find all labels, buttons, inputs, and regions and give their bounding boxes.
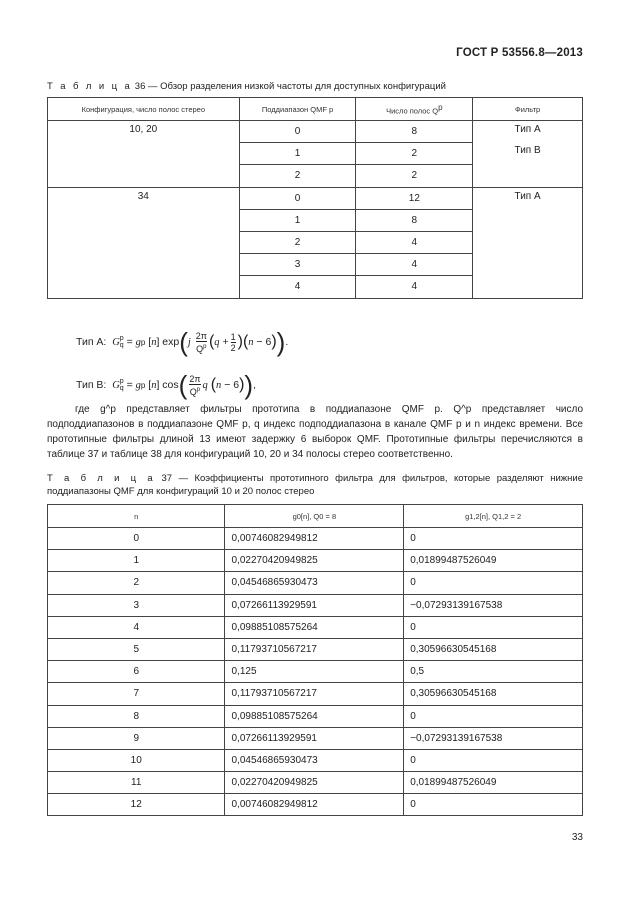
t37-g0-cell: 0,11793710567217 bbox=[225, 638, 404, 660]
t36-subband-cell: 0 bbox=[239, 121, 356, 143]
t37-g12-cell: 0 bbox=[404, 749, 583, 771]
t36-row bbox=[48, 121, 583, 143]
t37-row bbox=[48, 661, 583, 683]
t36-filter-label: Тип В bbox=[514, 145, 541, 157]
t37-header-g0: g0[n], Q0 = 8 bbox=[225, 505, 404, 528]
t36-config-cell: 34 bbox=[48, 187, 240, 298]
t37-n-cell: 3 bbox=[48, 594, 225, 616]
t37-g0-cell: 0,11793710567217 bbox=[225, 683, 404, 705]
t37-n-cell: 2 bbox=[48, 572, 225, 594]
t37-row bbox=[48, 749, 583, 771]
document-header: ГОСТ Р 53556.8—2013 bbox=[456, 47, 583, 59]
t37-g0-cell: 0,00746082949812 bbox=[225, 528, 404, 550]
t36-subband-cell: 1 bbox=[239, 209, 356, 231]
t37-g0-cell: 0,04546865930473 bbox=[225, 572, 404, 594]
t37-g12-cell: 0,30596630545168 bbox=[404, 638, 583, 660]
t37-row bbox=[48, 572, 583, 594]
t37-n-cell: 12 bbox=[48, 794, 225, 816]
t36-count-cell: 2 bbox=[356, 165, 473, 187]
t36-subband-cell: 0 bbox=[239, 187, 356, 209]
t36-count-cell: 4 bbox=[356, 254, 473, 276]
t36-row bbox=[48, 187, 583, 209]
t37-n-cell: 7 bbox=[48, 683, 225, 705]
t37-row bbox=[48, 594, 583, 616]
t36-header-count: Число полос $Q^p$ bbox=[356, 98, 473, 121]
t37-row bbox=[48, 794, 583, 816]
t36-header-filter: Фильтр bbox=[473, 98, 583, 121]
t37-row bbox=[48, 705, 583, 727]
t36-count-cell: 8 bbox=[356, 209, 473, 231]
t36-filter-label: Тип А bbox=[514, 124, 541, 135]
t37-n-cell: 9 bbox=[48, 727, 225, 749]
t36-subband-cell: 2 bbox=[239, 165, 356, 187]
t36-count-cell: 4 bbox=[356, 276, 473, 298]
page-number: 33 bbox=[571, 832, 583, 843]
t37-g12-cell: 0 bbox=[404, 572, 583, 594]
table37-caption: Т а б л и ц а 37 — Коэффициенты прототипного фильтра для фильтров, которые разделяют нижние поддиапазоны QMF для конфигураций 10 и 20 полос стерео bbox=[47, 473, 583, 497]
t37-n-cell: 11 bbox=[48, 772, 225, 794]
t36-count-cell: 12 bbox=[356, 187, 473, 209]
t37-g0-cell: 0,02270420949825 bbox=[225, 772, 404, 794]
t37-g0-cell: 0,02270420949825 bbox=[225, 550, 404, 572]
t36-filter-cell bbox=[473, 187, 583, 298]
t37-header-g12: g1,2[n], Q1,2 = 2 bbox=[404, 505, 583, 528]
t36-subband-cell: 3 bbox=[239, 254, 356, 276]
t36-count-cell: 8 bbox=[356, 121, 473, 143]
equation-type-a: Тип А: G p q = g p [ n ] exp ( j $\frac{2\pi}{Q^p}$ ( q + $\frac{1}{2}$ ) ( n − 6 ) ) . bbox=[76, 327, 289, 357]
t36-count-cell: 4 bbox=[356, 231, 473, 253]
t37-n-cell: 6 bbox=[48, 661, 225, 683]
t37-n-cell: 0 bbox=[48, 528, 225, 550]
t36-count-cell: 2 bbox=[356, 143, 473, 165]
t37-row bbox=[48, 683, 583, 705]
table36 bbox=[47, 97, 583, 299]
equation-type-b: Тип В: G p q = g p [ n ] cos ( $\frac{2\pi}{Q^p}$ q ( n − 6 ) ) , bbox=[76, 370, 257, 400]
t36-config-cell: 10, 20 bbox=[48, 121, 240, 188]
t37-n-cell: 4 bbox=[48, 616, 225, 638]
t37-row bbox=[48, 550, 583, 572]
t37-g12-cell: 0 bbox=[404, 528, 583, 550]
t37-g0-cell: 0,09885108575264 bbox=[225, 705, 404, 727]
t37-g12-cell: −0,07293139167538 bbox=[404, 727, 583, 749]
t37-g0-cell: 0,04546865930473 bbox=[225, 749, 404, 771]
t37-header-n: n bbox=[48, 505, 225, 528]
t36-subband-cell: 4 bbox=[239, 276, 356, 298]
t36-header-subband: Поддиапазон QMF p bbox=[239, 98, 356, 121]
t36-filter-label: Тип А bbox=[514, 190, 541, 202]
t37-g12-cell: 0 bbox=[404, 616, 583, 638]
t37-row bbox=[48, 528, 583, 550]
t37-n-cell: 8 bbox=[48, 705, 225, 727]
t36-subband-cell: 2 bbox=[239, 231, 356, 253]
t37-g12-cell: 0,30596630545168 bbox=[404, 683, 583, 705]
t37-g0-cell: 0,00746082949812 bbox=[225, 794, 404, 816]
t37-row bbox=[48, 638, 583, 660]
t37-g12-cell: 0 bbox=[404, 705, 583, 727]
table37 bbox=[47, 504, 583, 816]
t37-n-cell: 1 bbox=[48, 550, 225, 572]
t36-header-config: Конфигурация, число полос стерео bbox=[48, 98, 240, 121]
table36-caption: Т а б л и ц а 36 — Обзор разделения низкой частоты для доступных конфигураций bbox=[47, 81, 446, 92]
t37-g12-cell: 0,01899487526049 bbox=[404, 550, 583, 572]
t37-g0-cell: 0,125 bbox=[225, 661, 404, 683]
t37-row bbox=[48, 616, 583, 638]
t36-subband-cell: 1 bbox=[239, 143, 356, 165]
t37-g12-cell: 0,01899487526049 bbox=[404, 772, 583, 794]
t36-filter-cell bbox=[473, 121, 583, 188]
body-paragraph: где g^p представляет фильтры прототипа в поддиапазоне QMF p. Q^p представляет число подподдиапазонов в поддиапазоне QMF p, q индекс подподдиапазона в канале QMF p и n индекс времени. Все прототипные фильтры длиной 13 имеют задержку 6 выборок QMF. Прототипные фильтры перечисляются в таблице 37 и таблице 38 для конфигураций 10, 20 и 34 полосы стерео соответственно. bbox=[47, 404, 583, 460]
t37-g12-cell: −0,07293139167538 bbox=[404, 594, 583, 616]
t37-g0-cell: 0,07266113929591 bbox=[225, 594, 404, 616]
t37-n-cell: 5 bbox=[48, 638, 225, 660]
t37-g0-cell: 0,09885108575264 bbox=[225, 616, 404, 638]
t37-n-cell: 10 bbox=[48, 749, 225, 771]
t37-g0-cell: 0,07266113929591 bbox=[225, 727, 404, 749]
t37-row bbox=[48, 727, 583, 749]
t37-g12-cell: 0 bbox=[404, 794, 583, 816]
t37-g12-cell: 0,5 bbox=[404, 661, 583, 683]
t37-row bbox=[48, 772, 583, 794]
